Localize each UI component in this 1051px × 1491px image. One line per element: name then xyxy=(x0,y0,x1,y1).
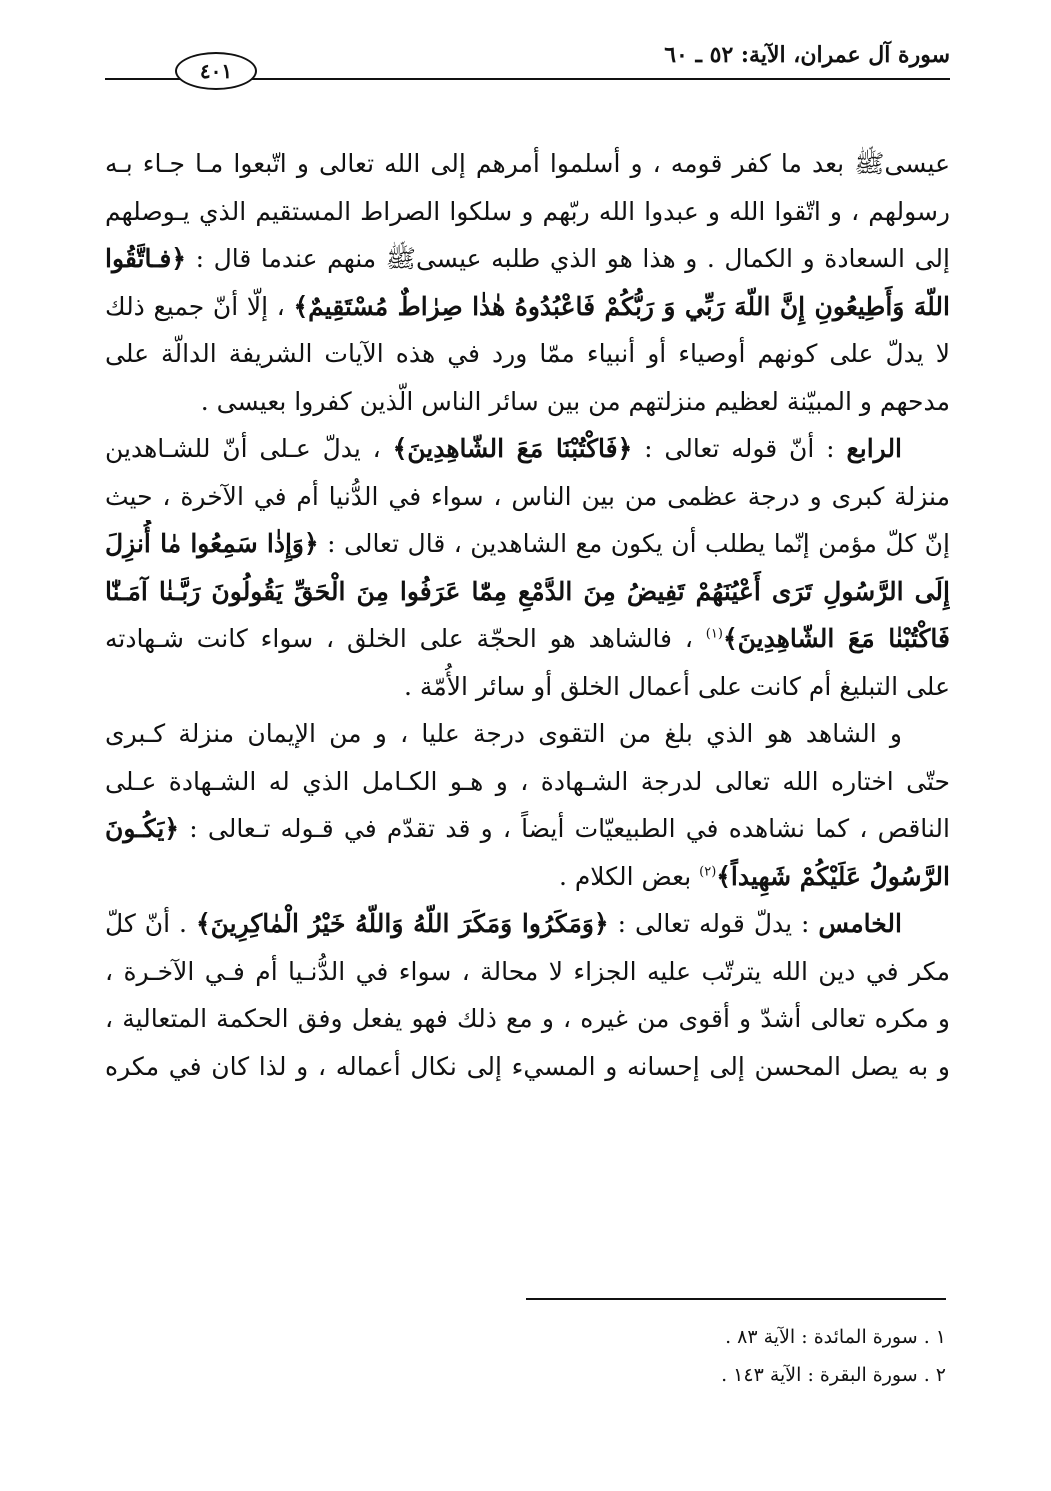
footnote-1: ١ . سورة المائدة : الآية ٨٣ . xyxy=(725,1326,946,1348)
text-line xyxy=(105,710,950,758)
text-run: حتّى اختاره الله تعالى لدرجة الشـهادة ، و هـو الكـامل الذي له الشـهادة عـلى xyxy=(105,766,950,796)
section-lead: الخامس xyxy=(818,909,902,938)
text-run: مكر في دين الله يترتّب عليه الجزاء لا محالة ، سواء في الدُّنـيا أم فـي الآخـرة ، xyxy=(105,956,950,986)
text-run: الناقص ، كما نشاهده في الطبيعيّات أيضاً ، و قد تقدّم في قـوله تـعالى : xyxy=(179,814,950,843)
text-line xyxy=(105,140,950,188)
text-run: و مكره تعالى أشدّ و أقوى من غيره ، و مع ذلك فهو يفعل وفق الحكمة المتعالية ، xyxy=(105,1004,950,1033)
footnote-ref: (٢) xyxy=(699,864,717,880)
quran-quote: ﴿يَكُـونَ xyxy=(105,814,180,843)
footnotes xyxy=(346,1318,946,1394)
section-lead: الرابع xyxy=(846,434,903,463)
text-line xyxy=(105,805,950,853)
text-run: ، إلّا أنّ جميع ذلك xyxy=(105,291,294,321)
quran-quote: ﴿وَإِذٰا سَمِعُوا مٰا أُنزِلَ xyxy=(105,529,319,558)
text-run: عيسىﷺ بعد ما كفر قومه ، و أسلموا أمرهم إلى الله تعالى و اتّبعوا مـا جـاء بـه xyxy=(105,149,950,178)
text-run: و به يصل المحسن إلى إحسانه و المسيء إلى نكال أعماله ، و لذا كان في مكره xyxy=(105,1051,950,1081)
body-text xyxy=(105,140,950,1090)
text-line xyxy=(105,995,950,1043)
text-run: مدحهم و المبيّنة لعظيم منزلتهم من بين سائر الناس الّذين كفروا بعيسى . xyxy=(200,386,950,416)
text-run: إنّ كلّ مؤمن إنّما يطلب أن يكون مع الشاهدين ، قال تعالى : xyxy=(318,529,950,558)
running-title: سورة آل عمران، الآية: ٥٢ ـ ٦٠ xyxy=(664,42,950,68)
text-line xyxy=(105,758,950,806)
text-run: : يدلّ قوله تعالى : xyxy=(608,909,819,938)
footnote-ref: (١) xyxy=(705,626,723,642)
text-line xyxy=(105,853,950,901)
text-line xyxy=(105,948,950,996)
quran-quote: الرَّسُولُ عَلَيْكُمْ شَهِيداً﴾ xyxy=(716,861,950,891)
text-run: منزلة كبرى و درجة عظمى من بين الناس ، سواء في الدُّنيا أم في الآخرة ، حيث xyxy=(105,481,950,511)
text-run: على التبليغ أم كانت على أعمال الخلق أو سائر الأُمّة . xyxy=(404,671,950,701)
text-line xyxy=(105,615,950,663)
footnote-2: ٢ . سورة البقرة : الآية ١٤٣ . xyxy=(721,1364,946,1386)
quran-quote: ﴿فَاكْتُبْنَا مَعَ الشّاهِدِينَ﴾ xyxy=(392,434,633,463)
text-line xyxy=(105,235,950,283)
quran-quote: ﴿فـاتَّقُوا xyxy=(105,244,187,273)
text-run: ، يدلّ عـلى أنّ للشـاهدين xyxy=(105,434,393,463)
text-line xyxy=(105,473,950,521)
text-run: إلى السعادة و الكمال . و هذا هو الذي طلبه عيسىﷺ منهم عندما قال : xyxy=(186,244,950,273)
text-line xyxy=(105,1043,950,1091)
quran-quote: فَاكْتُبْنٰا مَعَ الشّاهِدِينَ﴾ xyxy=(722,624,950,653)
text-line xyxy=(105,283,950,331)
text-run: رسولهم ، و اتّقوا الله و عبدوا الله ربّهم و سلكوا الصراط المستقيم الذي يـوصلهم xyxy=(105,196,950,226)
text-line xyxy=(105,520,950,568)
text-run: و الشاهد هو الذي بلغ من التقوى درجة عليا ، و من الإيمان منزلة كـبرى xyxy=(105,719,902,748)
text-line xyxy=(105,378,950,426)
quran-quote: اللّهَ وَأَطِيعُونِ إِنَّ اللّهَ رَبِّي وَ رَبُّكُمْ فَاعْبُدُوهُ هٰذٰا صِرٰاطٌ مُسْتَقِيمٌ﴾ xyxy=(293,291,950,321)
text-run: بعض الكلام . xyxy=(558,861,700,891)
text-run: . أنّ كلّ xyxy=(105,909,196,938)
quran-quote: ﴿وَمَكَرُوا وَمَكَرَ اللّهُ وَاللّهُ خَيْرُ الْمٰاكِرِينَ﴾ xyxy=(195,909,609,938)
text-run: ، فالشاهد هو الحجّة على الخلق ، سواء كانت شـهادته xyxy=(105,624,706,653)
footnote-separator xyxy=(526,1298,946,1300)
page-header xyxy=(105,38,950,88)
text-run: : أنّ قوله تعالى : xyxy=(632,434,847,463)
text-line xyxy=(105,663,950,711)
text-line xyxy=(105,900,950,948)
text-line xyxy=(105,568,950,616)
text-line xyxy=(105,188,950,236)
text-line xyxy=(105,425,950,473)
quran-quote: إِلَى الرَّسُولِ تَرَى أَعْيُنَهُمْ تَفِيضُ مِنَ الدَّمْعِ مِمّٰا عَرَفُوا مِنَ الْحَقِّ يَقُولُونَ رَبَّـنٰا آمَـنّٰا xyxy=(105,576,950,606)
text-run: لا يدلّ على كونهم أوصياء أو أنبياء ممّا ورد في هذه الآيات الشريفة الدالّة على xyxy=(105,339,950,368)
text-line xyxy=(105,330,950,378)
page-number: ٤٠١ xyxy=(175,52,257,90)
